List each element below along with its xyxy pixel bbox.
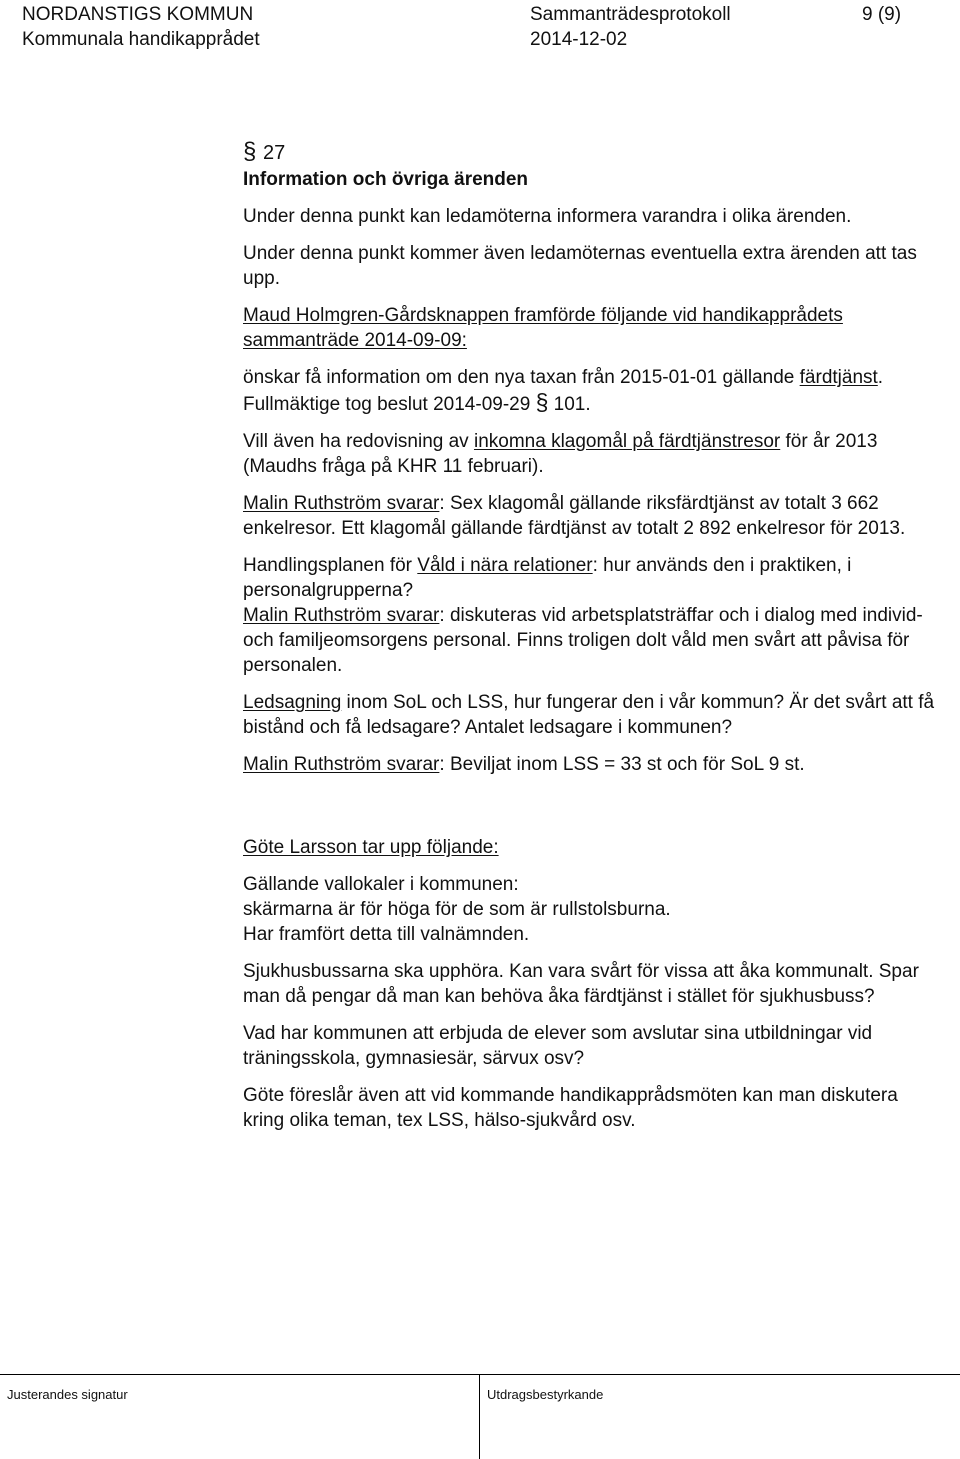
- paragraph: Under denna punkt kommer även ledamöternas eventuella extra ärenden att tas upp.: [243, 243, 917, 289]
- footer-column-divider: [479, 1374, 480, 1459]
- paragraph: Vad har kommunen att erbjuda de elever som avslutar sina utbildningar vid träningsskola, gymnasiesär, särvux osv?: [243, 1023, 873, 1069]
- paragraph: Ledsagning inom SoL och LSS, hur fungerar den i vår kommun? Är det svårt att få bistånd och få ledsagare? Antalet ledsagare i kommunen?: [243, 692, 935, 738]
- paragraph: Malin Ruthström svarar: diskuteras vid arbetsplatsträffar och i dialog med individ- och familjeomsorgens personal. Finns troligen dolt våld men svårt att påvisa för personalen.: [243, 605, 923, 676]
- header-date: 2014-12-02: [530, 29, 628, 50]
- section-heading: [243, 138, 943, 167]
- paragraph: Handlingsplanen för Våld i nära relationer: hur används den i praktiken, i personalgrupperna?: [243, 555, 852, 601]
- footer-signature-label: Justerandes signatur: [7, 1387, 128, 1402]
- header-page: 9 (9): [862, 4, 902, 25]
- paragraph-line: Har framfört detta till valnämnden.: [243, 924, 530, 945]
- underlined-text: Ledsagning: [243, 692, 342, 713]
- section-number: 27: [263, 142, 286, 164]
- underlined-text: Malin Ruthström svarar: [243, 754, 440, 775]
- underlined-text: Malin Ruthström svarar: [243, 493, 440, 514]
- underlined-text: Göte Larsson tar upp följande:: [243, 837, 499, 858]
- paragraph: önskar få information om den nya taxan från 2015-01-01 gällande färdtjänst. Fullmäktige tog beslut 2014-09-29 § 101.: [243, 367, 884, 415]
- header-org: NORDANSTIGS KOMMUN: [22, 4, 254, 25]
- footer-extract-label: Utdragsbestyrkande: [487, 1387, 604, 1402]
- section-symbol: §: [243, 138, 257, 165]
- underlined-text: Maud Holmgren-Gårdsknappen framförde följande vid handikapprådets sammanträde 2014-09-09:: [243, 305, 843, 351]
- underlined-text: Malin Ruthström svarar: [243, 605, 440, 626]
- paragraph: [243, 835, 943, 860]
- paragraph: Under denna punkt kan ledamöterna informera varandra i olika ärenden.: [243, 206, 852, 227]
- paragraph-line: skärmarna är för höga för de som är rullstolsburna.: [243, 899, 671, 920]
- paragraph: Göte föreslår även att vid kommande handikapprådsmöten kan man diskutera kring olika teman, tex LSS, hälso-sjukvård osv.: [243, 1085, 898, 1131]
- footer-divider: [0, 1374, 960, 1375]
- paragraph-symbol: §: [535, 389, 549, 415]
- paragraph: Sjukhusbussarna ska upphöra. Kan vara svårt för vissa att åka kommunalt. Spar man då pengar då man kan behöva åka färdtjänst i stället för sjukhusbuss?: [243, 961, 919, 1007]
- underlined-text: inkomna klagomål på färdtjänstresor: [473, 431, 781, 452]
- protocol-body: [243, 138, 943, 1133]
- header-committee: Kommunala handikapprådet: [22, 29, 260, 50]
- section-title: Information och övriga ärenden: [243, 169, 529, 190]
- paragraph: Vill även ha redovisning av inkomna klagomål på färdtjänstresor för år 2013 (Maudhs fråga på KHR 11 februari).: [243, 431, 878, 477]
- paragraph: Malin Ruthström svarar: Beviljat inom LSS = 33 st och för SoL 9 st.: [243, 754, 805, 775]
- paragraph: Malin Ruthström svarar: Sex klagomål gällande riksfärdtjänst av totalt 3 662 enkelresor. Ett klagomål gällande färdtjänst av totalt 2 892 enkelresor för 2013.: [243, 493, 906, 539]
- underlined-text: färdtjänst: [799, 367, 878, 388]
- paragraph-line: Gällande vallokaler i kommunen:: [243, 874, 519, 895]
- underlined-text: Våld i nära relationer: [417, 555, 593, 576]
- header-doctype: Sammanträdesprotokoll: [530, 4, 731, 25]
- paragraph: [243, 303, 943, 353]
